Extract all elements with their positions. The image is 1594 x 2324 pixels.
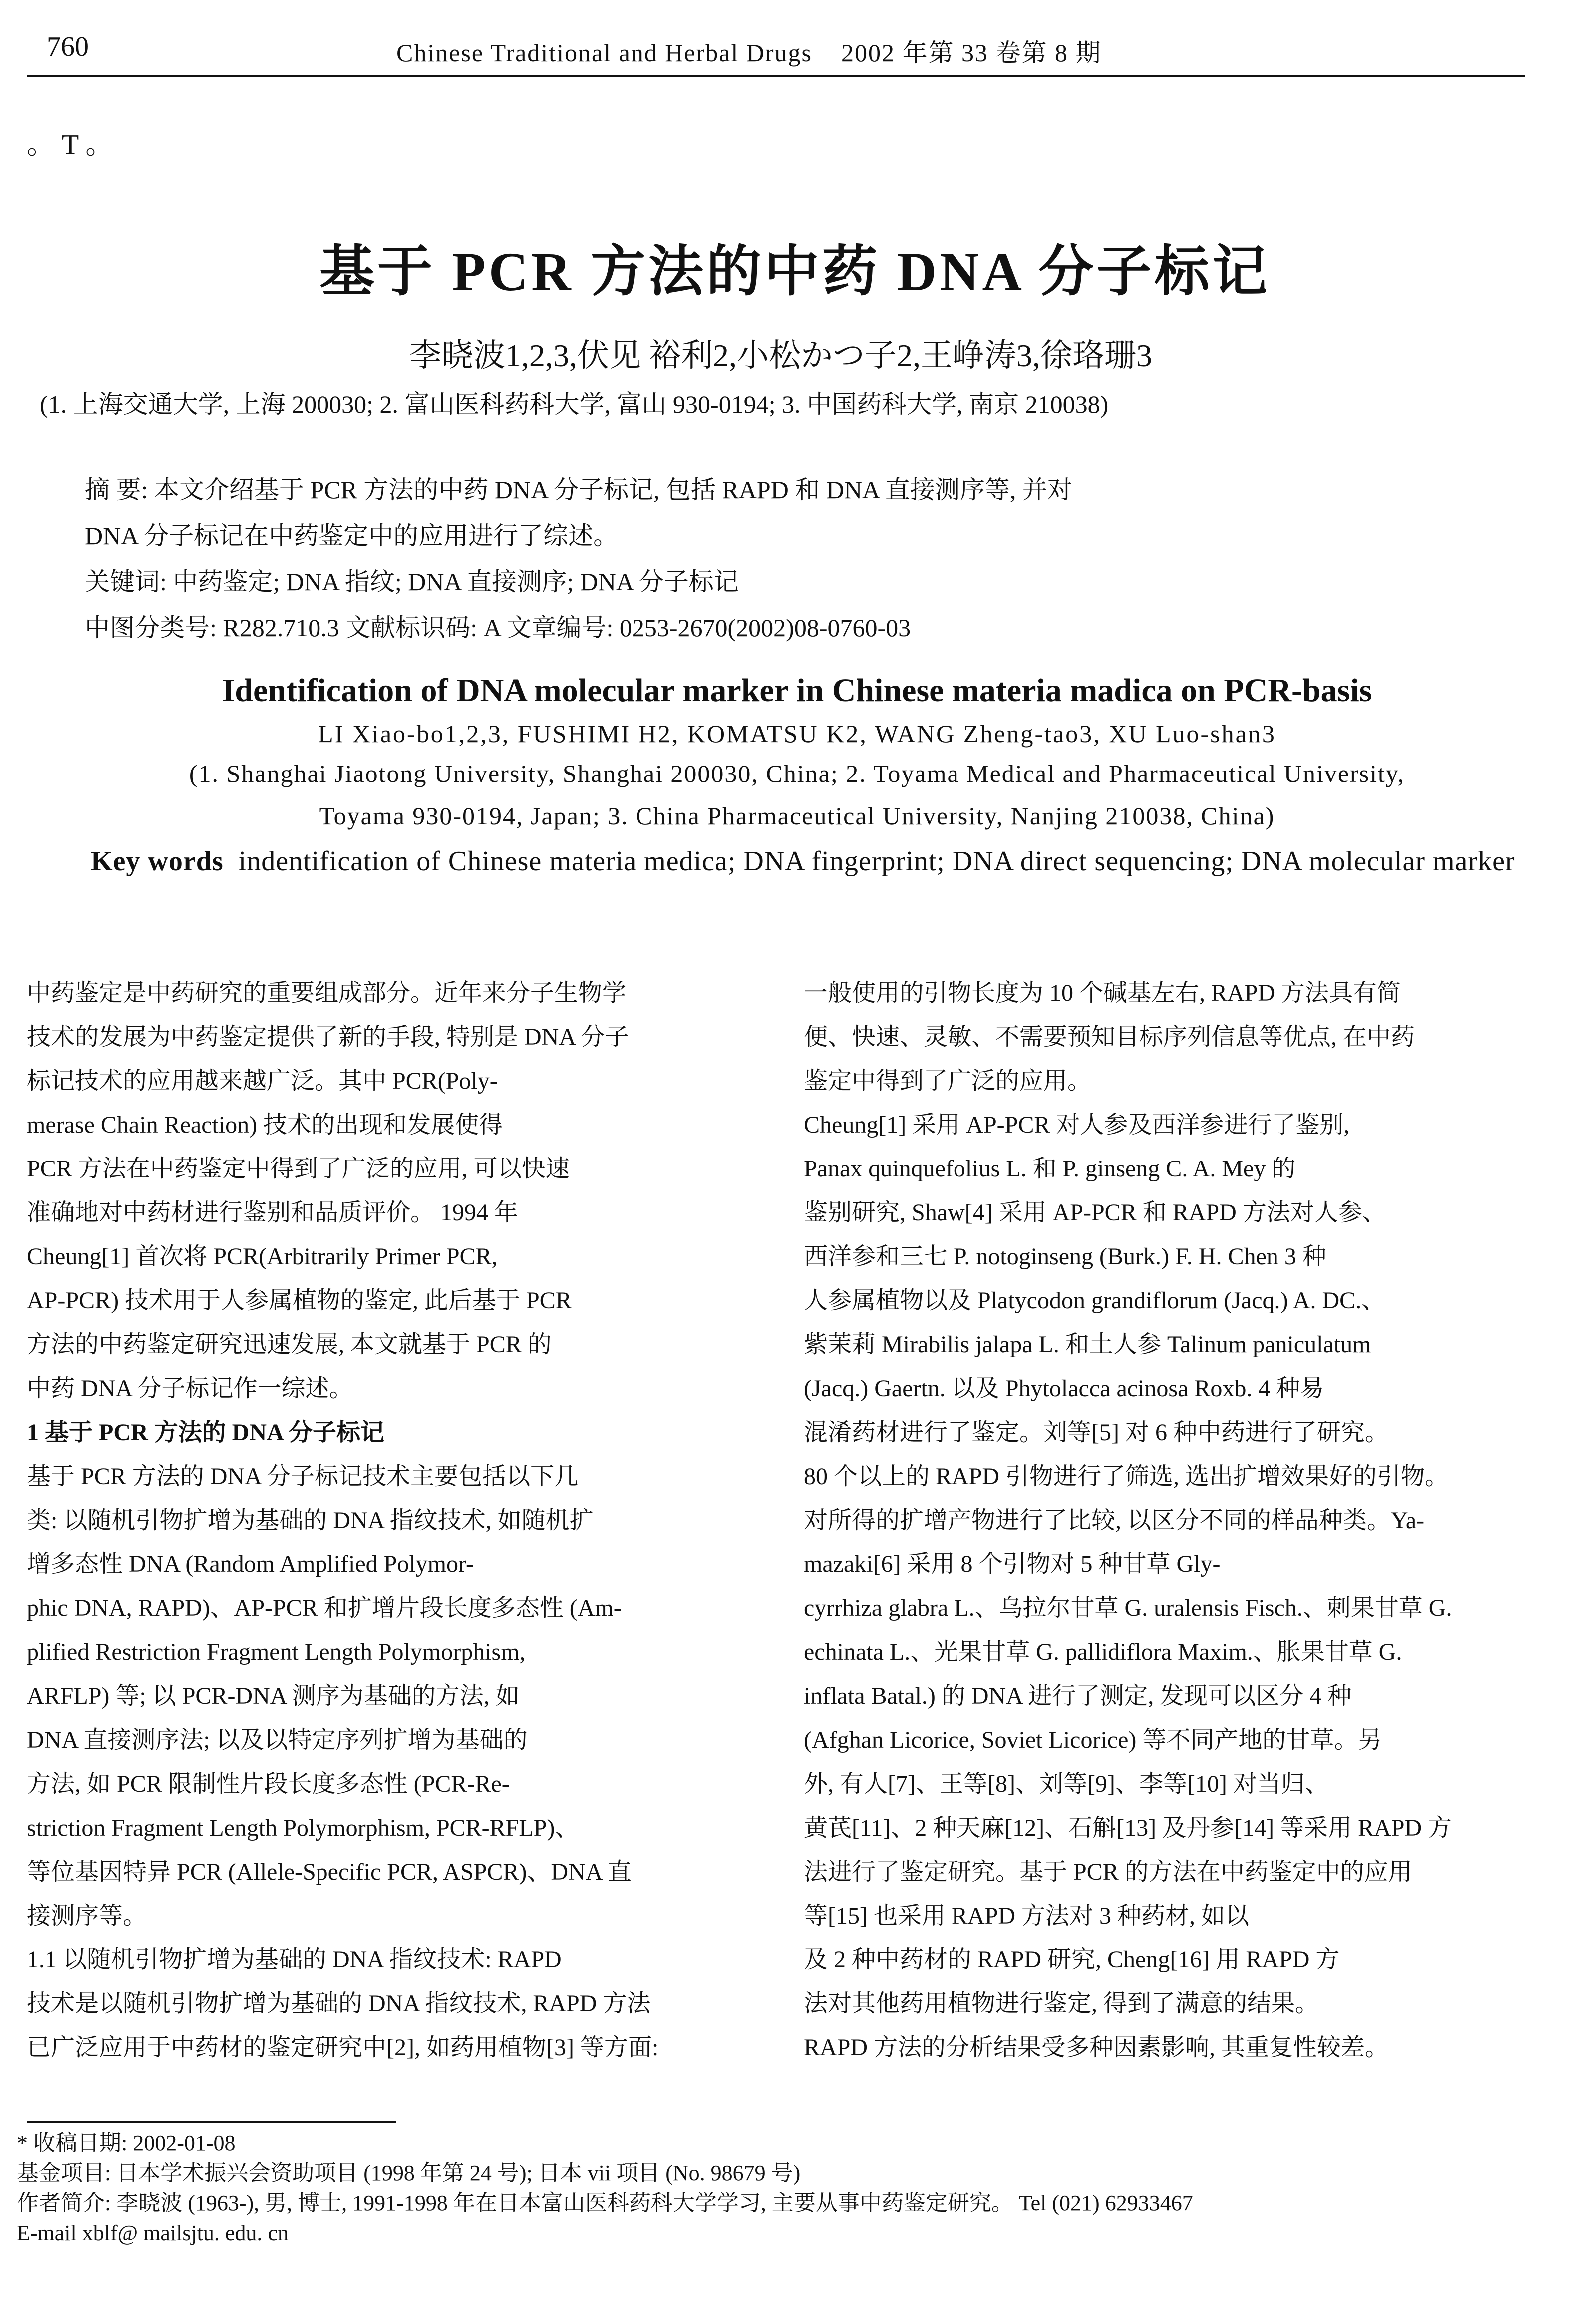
- body-line: 西洋参和三七 P. notoginseng (Burk.) F. H. Chen 3 种: [804, 1243, 1326, 1270]
- body-column-left: [27, 971, 751, 2070]
- body-line: 便、快速、灵敏、不需要预知目标序列信息等优点, 在中药: [804, 1024, 1415, 1050]
- body-line: cyrrhiza glabra L.、乌拉尔甘草 G. uralensis Fisch.、刺果甘草 G.: [804, 1595, 1452, 1621]
- body-line: plified Restriction Fragment Length Polymorphism,: [27, 1639, 526, 1665]
- authors-chinese: 李晓波1,2,3,伏见 裕利2,小松かつ子2,王峥涛3,徐珞珊3: [409, 338, 1152, 373]
- body-line: RAPD 方法的分析结果受多种因素影响, 其重复性较差。: [804, 2034, 1389, 2061]
- affiliation-english: (1. Shanghai Jiaotong University, Shanghai 200030, China; 2. Toyama Medical and Pharmaceutical University,: [189, 760, 1405, 787]
- subsection-heading: 1.1 以随机引物扩增为基础的 DNA 指纹技术: RAPD: [27, 1946, 562, 1973]
- body-line: Panax quinquefolius L. 和 P. ginseng C. A. Mey 的: [804, 1156, 1296, 1182]
- page-number: 760: [47, 31, 89, 62]
- body-line: 中药 DNA 分子标记作一综述。: [27, 1375, 353, 1402]
- body-line: 技术的发展为中药鉴定提供了新的手段, 特别是 DNA 分子: [27, 1024, 629, 1050]
- body-line: 80 个以上的 RAPD 引物进行了筛选, 选出扩增效果好的引物。: [804, 1463, 1449, 1490]
- body-line: AP-PCR) 技术用于人参属植物的鉴定, 此后基于 PCR: [27, 1287, 572, 1314]
- body-line: echinata L.、光果甘草 G. pallidiflora Maxim.、胀果甘草 G.: [804, 1639, 1402, 1665]
- body-line: 一般使用的引物长度为 10 个碱基左右, RAPD 方法具有简: [804, 980, 1401, 1006]
- body-line: 黄芪[11]、2 种天麻[12]、石斛[13] 及丹参[14] 等采用 RAPD 方: [804, 1815, 1452, 1841]
- body-line: 法对其他药用植物进行鉴定, 得到了满意的结果。: [804, 1990, 1319, 2017]
- body-line: PCR 方法在中药鉴定中得到了广泛的应用, 可以快速: [27, 1156, 570, 1182]
- journal-info: [396, 33, 1102, 69]
- body-line: 人参属植物以及 Platycodon grandiflorum (Jacq.) A. DC.、: [804, 1287, 1386, 1314]
- body-line: 方法的中药鉴定研究迅速发展, 本文就基于 PCR 的: [27, 1331, 552, 1358]
- body-line: 增多态性 DNA (Random Amplified Polymor-: [27, 1551, 474, 1577]
- keywords-label: Key words: [91, 846, 224, 877]
- body-line: 接测序等。: [27, 1903, 147, 1929]
- affiliation-english: Toyama 930-0194, Japan; 3. China Pharmaceutical University, Nanjing 210038, China): [319, 802, 1275, 830]
- body-line: Cheung[1] 首次将 PCR(Arbitrarily Primer PCR,: [27, 1243, 498, 1270]
- abstract-line: 摘 要: 本文介绍基于 PCR 方法的中药 DNA 分子标记, 包括 RAPD 和 DNA 直接测序等, 并对: [85, 476, 1072, 504]
- footnote-email: E-mail xblf@ mailsjtu. edu. cn: [17, 2221, 289, 2245]
- body-line: 中药鉴定是中药研究的重要组成部分。近年来分子生物学: [27, 980, 627, 1006]
- body-line: 法进行了鉴定研究。基于 PCR 的方法在中药鉴定中的应用: [804, 1859, 1412, 1885]
- body-line: inflata Batal.) 的 DNA 进行了测定, 发现可以区分 4 种: [804, 1683, 1352, 1709]
- body-line: 等位基因特异 PCR (Allele-Specific PCR, ASPCR)、DNA 直: [27, 1859, 632, 1885]
- journal-issue: 2002 年第 33 卷第 8 期: [841, 39, 1102, 67]
- footnote-funding: 基金项目: 日本学术振兴会资助项目 (1998 年第 24 号); 日本 vii 项目 (No. 98679 号): [17, 2161, 801, 2185]
- footnotes: [17, 2128, 1193, 2248]
- keywords-chinese: 关键词: 中药鉴定; DNA 指纹; DNA 直接测序; DNA 分子标记: [85, 568, 739, 596]
- keywords-text: indentification of Chinese materia medica; DNA fingerprint; DNA direct sequencing; DNA molecular marker: [238, 846, 1515, 877]
- body-line: 基于 PCR 方法的 DNA 分子标记技术主要包括以下几: [27, 1463, 579, 1490]
- body-line: 混淆药材进行了鉴定。刘等[5] 对 6 种中药进行了研究。: [804, 1419, 1389, 1446]
- body-column-right: [804, 971, 1528, 2070]
- body-line: 等[15] 也采用 RAPD 方法对 3 种药材, 如以: [804, 1903, 1250, 1929]
- journal-name: Chinese Traditional and Herbal Drugs: [396, 39, 813, 67]
- authors-english: LI Xiao-bo1,2,3, FUSHIMI H2, KOMATSU K2, WANG Zheng-tao3, XU Luo-shan3: [318, 720, 1276, 748]
- body-line: 鉴定中得到了广泛的应用。: [804, 1068, 1092, 1094]
- body-line: ARFLP) 等; 以 PCR-DNA 测序为基础的方法, 如: [27, 1683, 520, 1709]
- body-line: 鉴别研究, Shaw[4] 采用 AP-PCR 和 RAPD 方法对人参、: [804, 1199, 1386, 1226]
- abstract-chinese: [85, 467, 1483, 651]
- body-line: Cheung[1] 采用 AP-PCR 对人参及西洋参进行了鉴别,: [804, 1112, 1350, 1138]
- keywords-english: [28, 839, 1536, 884]
- body-line: 准确地对中药材进行鉴别和品质评价。 1994 年: [27, 1199, 519, 1226]
- footnote-author-bio: 作者简介: 李晓波 (1963-), 男, 博士, 1991-1998 年在日本富山医科药科大学学习, 主要从事中药鉴定研究。 Tel (021) 62933467: [17, 2191, 1193, 2215]
- body-line: 紫茉莉 Mirabilis jalapa L. 和土人参 Talinum paniculatum: [804, 1331, 1371, 1358]
- body-line: 外, 有人[7]、王等[8]、刘等[9]、李等[10] 对当归、: [804, 1771, 1329, 1797]
- body-line: phic DNA, RAPD)、AP-PCR 和扩增片段长度多态性 (Am-: [27, 1595, 622, 1621]
- affiliation-chinese: (1. 上海交通大学, 上海 200030; 2. 富山医科药科大学, 富山 930-0194; 3. 中国药科大学, 南京 210038): [40, 390, 1109, 418]
- title-english: Identification of DNA molecular marker in Chinese materia madica on PCR-basis: [222, 672, 1372, 709]
- header-rule: [27, 75, 1525, 77]
- body-line: (Jacq.) Gaertn. 以及 Phytolacca acinosa Roxb. 4 种易: [804, 1375, 1324, 1402]
- body-line: DNA 直接测序法; 以及以特定序列扩增为基础的: [27, 1727, 528, 1753]
- body-line: 类: 以随机引物扩增为基础的 DNA 指纹技术, 如随机扩: [27, 1507, 594, 1534]
- body-line: 标记技术的应用越来越广泛。其中 PCR(Poly-: [27, 1068, 498, 1094]
- body-line: striction Fragment Length Polymorphism, PCR-RFLP)、: [27, 1815, 579, 1841]
- footnote-rule: [27, 2121, 396, 2123]
- body-line: mazaki[6] 采用 8 个引物对 5 种甘草 Gly-: [804, 1551, 1221, 1577]
- body-line: merase Chain Reaction) 技术的出现和发展使得: [27, 1112, 503, 1138]
- abstract-line: DNA 分子标记在中药鉴定中的应用进行了综述。: [85, 522, 619, 550]
- footnote-received-date: * 收稿日期: 2002-01-08: [17, 2131, 236, 2155]
- running-header: [27, 31, 1525, 76]
- title-chinese: 基于 PCR 方法的中药 DNA 分子标记: [319, 241, 1271, 302]
- body-line: 对所得的扩增产物进行了比较, 以区分不同的样品种类。Ya-: [804, 1507, 1425, 1534]
- body-line: (Afghan Licorice, Soviet Licorice) 等不同产地的甘草。另: [804, 1727, 1382, 1753]
- body-line: 及 2 种中药材的 RAPD 研究, Cheng[16] 用 RAPD 方: [804, 1946, 1340, 1973]
- body-line: 技术是以随机引物扩增为基础的 DNA 指纹技术, RAPD 方法: [27, 1990, 651, 2017]
- section-mark: 。 T 。: [27, 129, 114, 160]
- classification-line: 中图分类号: R282.710.3 文献标识码: A 文章编号: 0253-2670(2002)08-0760-03: [85, 614, 911, 642]
- body-line: 方法, 如 PCR 限制性片段长度多态性 (PCR-Re-: [27, 1771, 510, 1797]
- section-heading: 1 基于 PCR 方法的 DNA 分子标记: [27, 1419, 384, 1446]
- body-line: 已广泛应用于中药材的鉴定研究中[2], 如药用植物[3] 等方面:: [27, 2034, 659, 2061]
